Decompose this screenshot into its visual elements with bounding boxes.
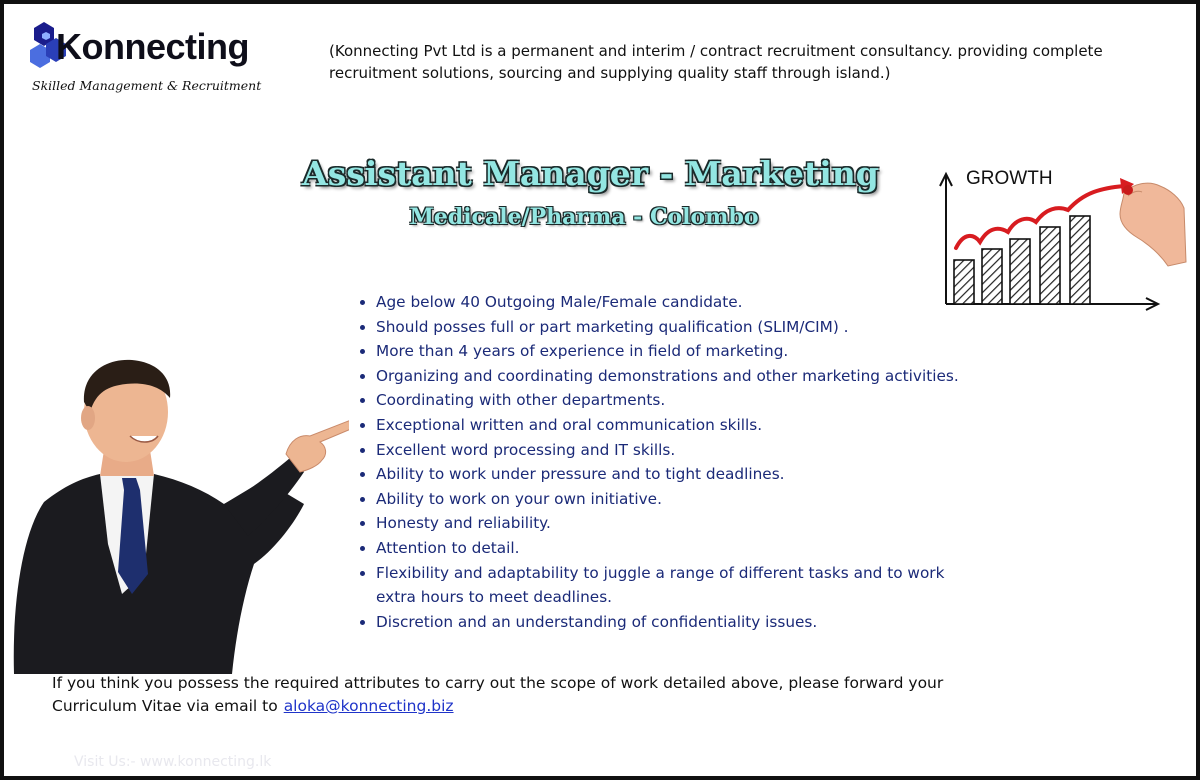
- company-logo: [26, 18, 294, 102]
- requirement-item: • More than 4 years of experience in field of marketing.: [376, 339, 1076, 364]
- closing-paragraph: [52, 672, 992, 718]
- requirement-item: • Flexibility and adaptability to juggle a range of different tasks and to work extra hours to meet deadlines.: [376, 561, 976, 610]
- requirement-item: • Ability to work on your own initiative.: [376, 487, 1076, 512]
- requirement-item: • Excellent word processing and IT skills.: [376, 438, 1076, 463]
- website-footer: Visit Us:- www.konnecting.lk: [74, 754, 272, 770]
- requirement-item: • Coordinating with other departments.: [376, 388, 1076, 413]
- requirement-item: • Discretion and an understanding of confidentiality issues.: [376, 610, 1076, 635]
- requirement-item: • Attention to detail.: [376, 536, 1076, 561]
- closing-text: If you think you possess the required attributes to carry out the scope of work detailed above, please forward your Curriculum Vitae via email to: [52, 674, 944, 715]
- growth-label: GROWTH: [966, 168, 1053, 189]
- requirement-item: • Should posses full or part marketing qualification (SLIM/CIM) .: [376, 315, 1076, 340]
- job-title: Assistant Manager - Marketing: [302, 154, 879, 193]
- requirement-item: • Honesty and reliability.: [376, 511, 1076, 536]
- requirement-item: • Age below 40 Outgoing Male/Female candidate.: [376, 290, 1076, 315]
- job-subtitle: Medicale/Pharma - Colombo: [409, 204, 759, 230]
- logo-name: Konnecting: [56, 26, 249, 67]
- logo-tagline: Skilled Management & Recruitment: [32, 78, 262, 93]
- businessman-illustration: [4, 354, 349, 674]
- email-link[interactable]: aloka@konnecting.biz: [283, 697, 454, 715]
- requirement-item: • Ability to work under pressure and to tight deadlines.: [376, 462, 1076, 487]
- requirements-list: [356, 290, 1076, 634]
- businessman-pointing-icon: [4, 354, 349, 674]
- requirement-item: • Organizing and coordinating demonstrations and other marketing activities.: [376, 364, 1076, 389]
- requirement-item: • Exceptional written and oral communication skills.: [376, 413, 1076, 438]
- company-intro: (Konnecting Pvt Ltd is a permanent and interim / contract recruitment consultancy. providing complete recruitment solutions, sourcing and supplying quality staff through island.): [329, 42, 1103, 82]
